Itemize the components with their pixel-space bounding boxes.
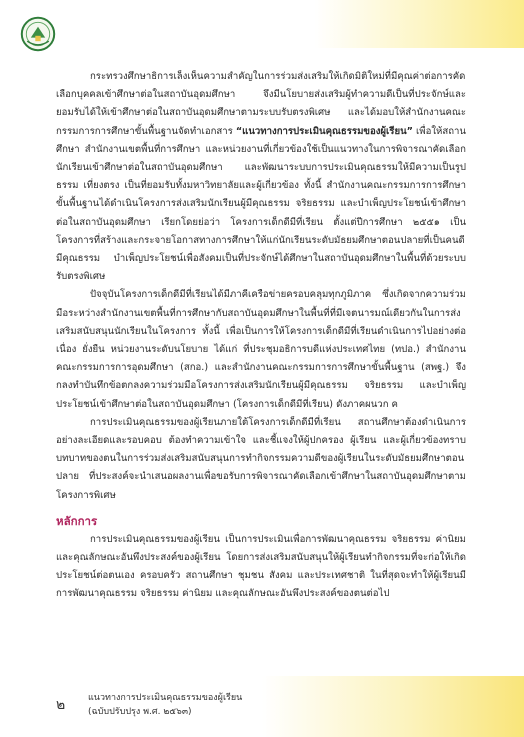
footer-title-line1: แนวทางการประเมินคุณธรรมของผู้เรียน xyxy=(88,693,243,703)
page-number: ๒ xyxy=(56,697,66,713)
paragraph-intro-text: กระทรวงศึกษาธิการเล็งเห็นความสำคัญในการร่วมส่งเสริมให้เกิดมิติใหม่ที่มีคุณค่าต่อการคัดเลือกบุคคลเข้าศึกษาต่อในสถาบันอุดมศึกษา จึงมีนโยบายส่งเสริมผู้ทำความดีเป็นที่ประจักษ์และยอมรับได้ให้เข้าศึกษาต่อในสถาบันอุดมศึกษาตามระบบรับตรงพิเศษ และได้มอบให้สำนักงานคณะกรรมการการศึกษาขั้นพื้นฐานจัดทำเอกสาร xyxy=(56,71,466,137)
paragraph-network: ปัจจุบันโครงการเด็กดีมีที่เรียนได้มีภาคีเครือข่ายครอบคลุมทุกภูมิภาค ซึ่งเกิดจากความร่วมมือระหว่างสำนักงานเขตพื้นที่การศึกษากับสถาบันอุดมศึกษาในพื้นที่ที่มีเจตนารมณ์เดียวกันในการส่งเสริมสนับสนุนนักเรียนในโครงการ ทั้งนี้ เพื่อเป็นการให้โครงการเด็กดีมีที่เรียนดำเนินการไปอย่างต่อเนื่อง ยั่งยืน หน่วยงานระดับนโยบาย ได้แก่ ที่ประชุมอธิการบดีแห่งประเทศไทย (ทปอ.) สำนักงานคณะกรรมการการอุดมศึกษา (สกอ.) และสำนักงานคณะกรรมการการศึกษาขั้นพื้นฐาน (สพฐ.) จึงกลงทำบันทึกข้อตกลงความร่วมมือโครงการส่งเสริมนักเรียนผู้มีคุณธรรม จริยธรรม และบำเพ็ญประโยชน์เข้าศึกษาต่อในสถาบันอุดมศึกษา (โครงการเด็กดีมีที่เรียน) ดังภาคผนวก ค xyxy=(56,289,466,410)
document-body xyxy=(56,68,466,604)
document-title-ref: “แนวทางการประเมินคุณธรรมของผู้เรียน” xyxy=(235,125,413,137)
section-heading-principles: หลักการ xyxy=(56,513,98,528)
school-seal-icon xyxy=(20,16,56,52)
paragraph-evaluation: การประเมินคุณธรรมของผู้เรียนภายใต้โครงการเด็กดีมีที่เรียน สถานศึกษาต้องดำเนินการอย่างละเอียดและรอบคอบ ต้องทำความเข้าใจ และชี้แจงให้ผู้ปกครอง ผู้เรียน และผู้เกี่ยวข้องทราบบทบาทของตนในการร่วมส่งเสริมสนับสนุนการทำกิจกรรมความดีของผู้เรียนในระดับมัธยมศึกษาตอนปลาย ที่ประสงค์จะนำเสนอผลงานเพื่อขอรับการพิจารณาคัดเลือกเข้าศึกษาในสถาบันอุดมศึกษาตามโครงการพิเศษ xyxy=(56,416,466,501)
footer-title xyxy=(88,691,242,719)
paragraph-intro xyxy=(56,68,466,286)
header-band xyxy=(0,0,524,48)
paragraph-intro-rest: เพื่อให้สถานศึกษา สำนักงานเขตพื้นที่การศึกษา และหน่วยงานที่เกี่ยวข้องใช้เป็นแนวทางในการพิจารณาคัดเลือกนักเรียนเข้าศึกษาต่อในสถาบันอุดมศึกษา และพัฒนาระบบการประเมินคุณธรรมให้มีความเป็นรูปธรรม เที่ยงตรง เป็นที่ยอมรับทั้งมหาวิทยาลัยและผู้เกี่ยวข้อง ทั้งนี้ สำนักงานคณะกรรมการการศึกษาขั้นพื้นฐานได้ดำเนินโครงการส่งเสริมนักเรียนผู้มีคุณธรรม จริยธรรม และบำเพ็ญประโยชน์เข้าศึกษาต่อในสถาบันอุดมศึกษา เรียกโดยย่อว่า โครงการเด็กดีมีที่เรียน ตั้งแต่ปีการศึกษา ๒๕๕๑ เป็นโครงการที่สร้างและกระจายโอกาสทางการศึกษาให้แก่นักเรียนระดับมัธยมศึกษาตอนปลายที่เป็นคนดี มีคุณธรรม บำเพ็ญประโยชน์เพื่อสังคมเป็นที่ประจักษ์ได้ศึกษาในสถาบันอุดมศึกษาในพื้นที่ด้วยระบบรับตรงพิเศษ xyxy=(56,125,466,283)
footer-title-line2: (ฉบับปรับปรุง พ.ศ. ๒๕๖๓) xyxy=(88,707,192,717)
footer-band xyxy=(0,676,524,737)
paragraph-principles: การประเมินคุณธรรมของผู้เรียน เป็นการประเมินเพื่อการพัฒนาคุณธรรม จริยธรรม ค่านิยม และคุณลักษณะอันพึงประสงค์ของผู้เรียน โดยการส่งเสริมสนับสนุนให้ผู้เรียนทำกิจกรรมที่จะก่อให้เกิดประโยชน์ต่อตนเอง ครอบครัว สถานศึกษา ชุมชน สังคม และประเทศชาติ ในที่สุดจะทำให้ผู้เรียนมีการพัฒนาคุณธรรม จริยธรรม ค่านิยม และคุณลักษณะอันพึงประสงค์ของตนต่อไป xyxy=(56,533,466,600)
